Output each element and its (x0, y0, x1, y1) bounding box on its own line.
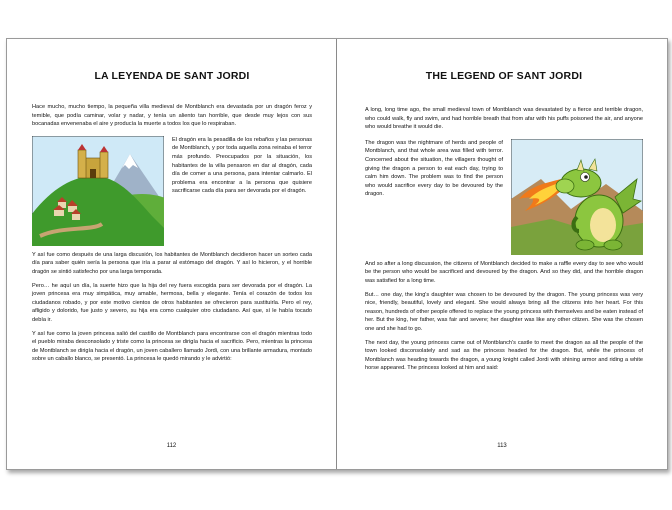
left-page-title: LA LEYENDA DE SANT JORDI (94, 70, 250, 82)
left-paragraph-2: El dragón era la pesadilla de los rebaños y las personas de Montblanch, y por toda aquella zona reinaba el terror más profundo. Preocupados por la situación, los habitantes de la villa pensaron en dar al dragón, cada día de comer a una persona, para intentar calmarlo. El problema era encontrar a la persona que quisiere sacrificarse cada día para ser devorada por el dragón. (172, 136, 312, 195)
left-paragraph-3: Y así fue como después de una larga discusión, los habitantes de Montblanch decidieron hacer un sorteo cada día para saber quién sería la persona que iría a parar al estómago del dragón. Y así lo hicieron, y el horrible dragón se sintió satisfecho por una larga temporada. (32, 251, 312, 275)
left-page (7, 39, 337, 469)
right-page-title: THE LEGEND OF SANT JORDI (425, 70, 583, 82)
left-paragraph-5: Y así fue como la joven princesa salió del castillo de Montblanch para encontrarse con el dragón mientras todo el pueblo miraba desconsolado y triste como la princesa se dirigía hacia el sacrificio. Pero, mientras la princesa de Montblanch se dirigía hacia el dragón, un joven caballero llamado Jordi, con una brillante armadura, montado sobre un caballo blanco, se presentó. La princesa le quedó mirando y le advirtió: (32, 330, 312, 363)
right-figure-row (365, 139, 643, 255)
open-book-spread (6, 38, 668, 470)
castle-hill-illustration (32, 136, 164, 246)
dragon-illustration (511, 139, 643, 255)
right-paragraph-1: A long, long time ago, the small medieval town of Montblanch was devastated by a fierce and terrible dragon, who could walk, fly and swim, and had horrible breath that from afar with his puffs poisoned the air, and anyone who would breathe it would die. (365, 107, 643, 131)
right-page (337, 39, 667, 469)
right-page-number: 113 (497, 443, 507, 449)
right-paragraph-4: But… one day, the king's daughter was chosen to be devoured by the dragon. The young princess was very nice, friendly, beautiful, lovely and elegant. She would always bring all the citizens into her heart. For this reason, hundreds of other people offered to replace the young princess with themselves and be eaten instead of her. But the king, her father, was fair and severe; her daughter was like any other citizen. She was the chosen one and she had to go. (365, 291, 643, 332)
left-figure-row (32, 136, 312, 246)
right-paragraph-5: The next day, the young princess came out of Montblanch's castle to meet the dragon as all the people of the town looked disconsolately and sad as the princess headed for the dragon. But, while the princess of Montblanch was heading towards the dragon, a young knight called Jordi with shining armor and riding a white horse appeared. The princess looked at him and said: (365, 339, 643, 372)
left-paragraph-1: Hace mucho, mucho tiempo, la pequeña villa medieval de Montblanch era devastada por un dragón feroz y temible, que podía caminar, volar y nadar, y tenía un aliento tan horrible, que desde muy lejos con sus bocanadas envenenaba el aire y producía la muerte a todos los que lo respiraban. (32, 104, 312, 128)
left-paragraph-4: Pero… he aquí un día, la suerte hizo que la hija del rey fuera escogida para ser devorada por el dragón. La joven princesa era muy simpática, muy amable, hermosa, bella y elegante. Tenía el corazón de todos los ciudadanos robado, y por este motivo cientos de otros habitantes se ofrecieron para sustituirla. Pero el rey, afligido y dolorido, fue justo y severo, su hija era como cualquier otro ciudadano. Así que, sí le había tocado debía ir. (32, 282, 312, 323)
right-paragraph-2: The dragon was the nightmare of herds and people of Montblanch, and that whole area was filled with terror. Concerned about the situation, the villagers thought of giving the dragon a person to eat each day, trying to calm him down. The problem was to find the person who would sacrifice every day to be devoured by the dragon. (365, 139, 503, 198)
left-page-number: 112 (166, 443, 177, 449)
right-paragraph-3: And so after a long discussion, the citizens of Montblanch decided to make a raffle every day to see who would be the person who would be sacrificed and devoured by the dragon. And so they did, and the horrible dragon was satisfied for a long time. (365, 260, 643, 284)
